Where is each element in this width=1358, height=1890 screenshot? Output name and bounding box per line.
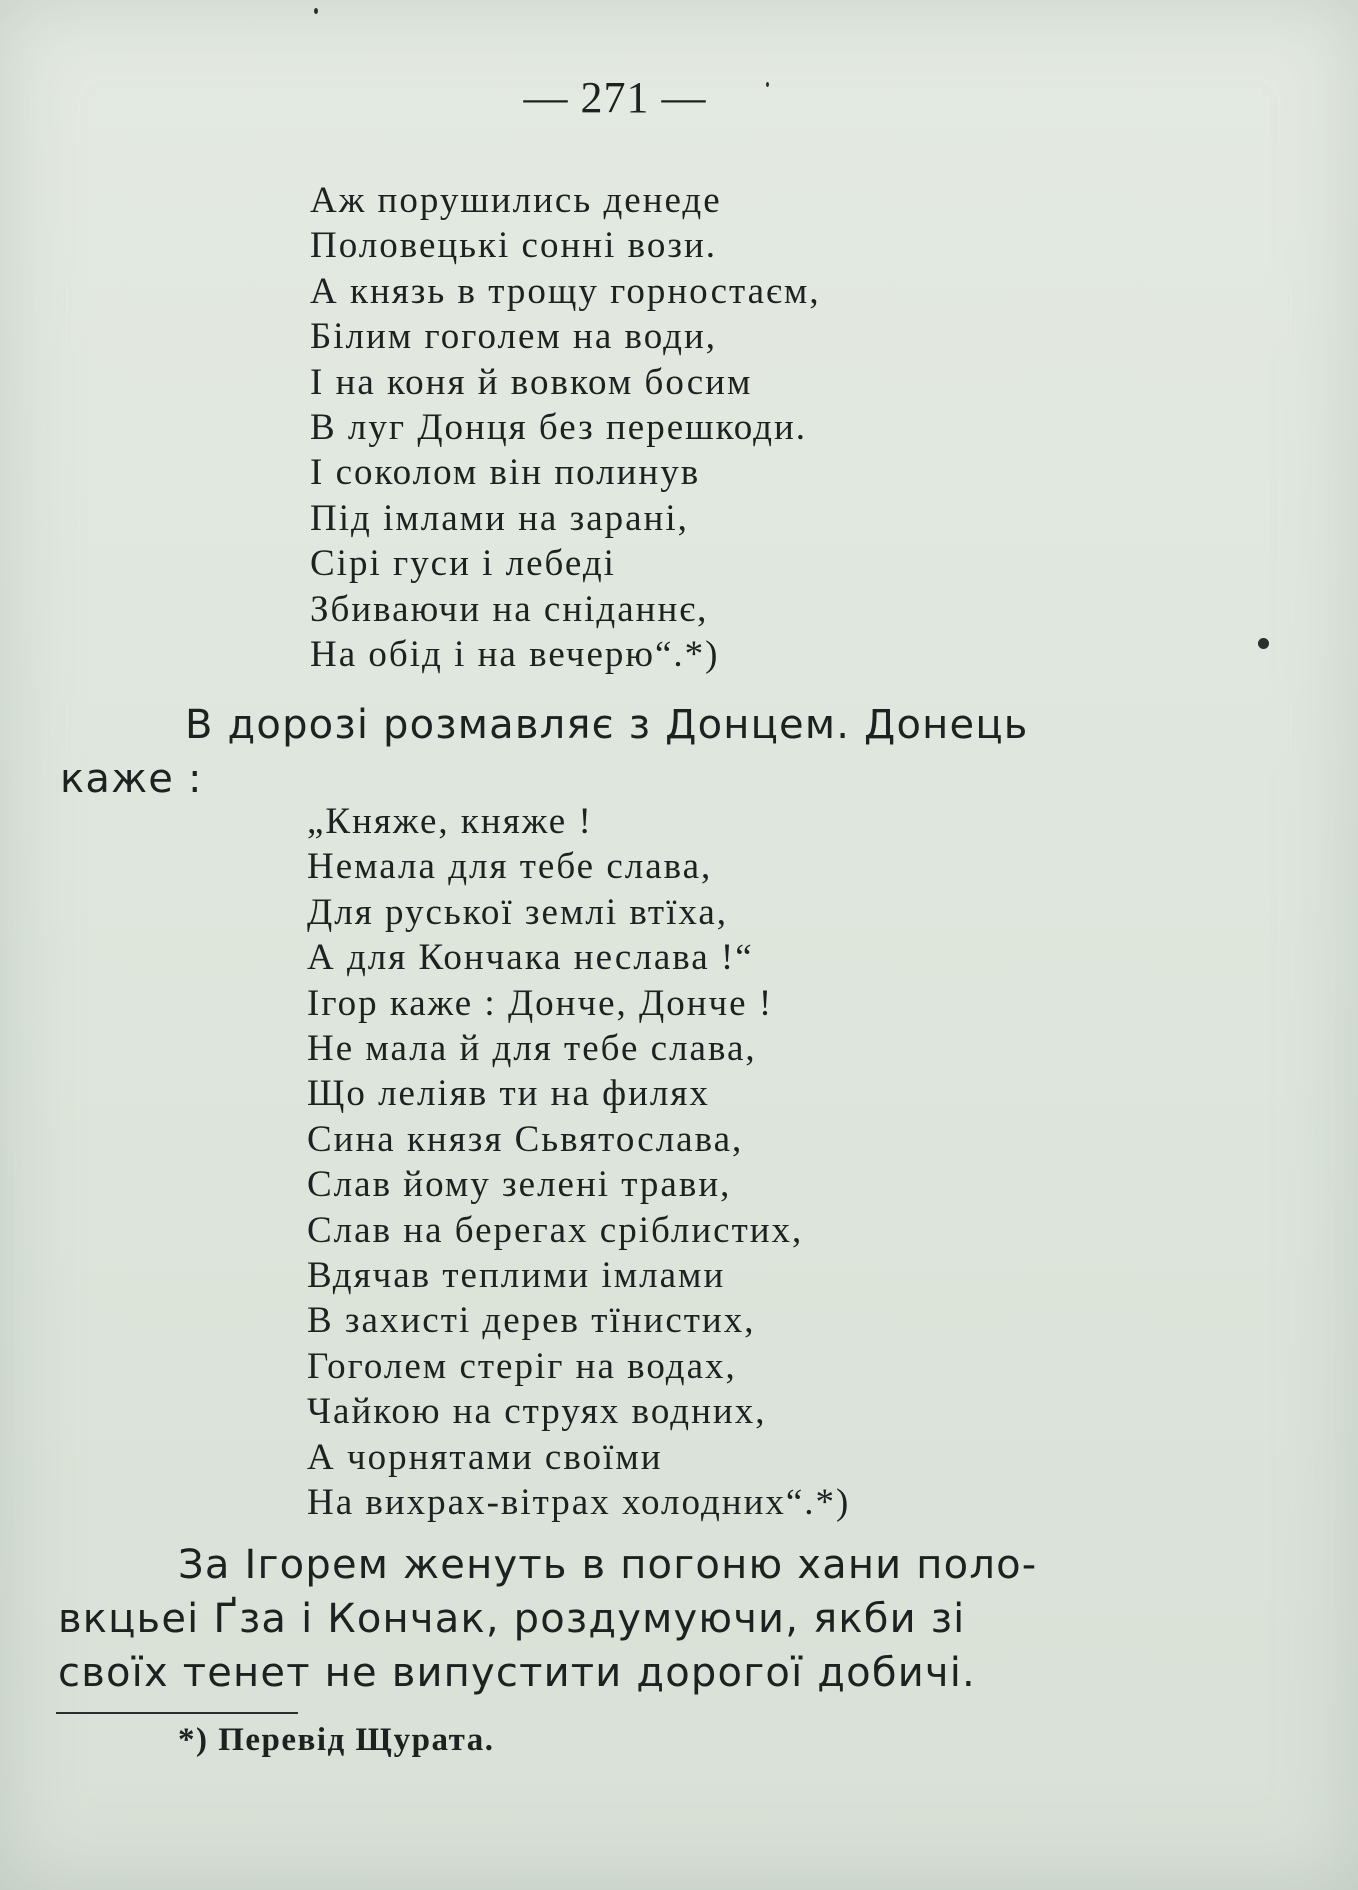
paragraph-line: вкцьеі Ґза і Кончак, роздумуючи, якби зі (58, 1596, 966, 1642)
prose-paragraph-2 (58, 1538, 1178, 1700)
poem-line: А для Кончака неслава !“ (307, 937, 754, 979)
poem-line: В луг Донця без перешкоди. (310, 407, 808, 449)
ink-speck (766, 82, 769, 87)
prose-paragraph-1 (60, 698, 1180, 806)
footnote: *) Перевід Щурата. (178, 1722, 495, 1758)
poem-line: Гоголем стеріг на водах, (307, 1345, 737, 1387)
poem-line: Що леліяв ти на филях (307, 1073, 710, 1115)
paragraph-line: каже : (60, 756, 203, 802)
poem-line: Чайкою на струях водних, (307, 1391, 767, 1433)
poem-line: На вихрах-вітрах холодних“.*) (307, 1482, 851, 1524)
paragraph-line: В дорозі розмавляє з Донцем. Донець (185, 702, 1029, 748)
ink-speck (1258, 638, 1269, 649)
poem-line: Сірі гуси і лебеді (310, 543, 616, 585)
poem-line: Немала для тебе слава, (307, 846, 713, 888)
page-number: — 271 — (523, 73, 707, 122)
ink-speck (314, 8, 318, 14)
poem-line: В захисті дерев тїнистих, (307, 1300, 756, 1342)
poem-stanza-1 (310, 178, 821, 677)
poem-line: Під імлами на зарані, (310, 497, 689, 539)
poem-line: Слав йому зелені трави, (307, 1164, 732, 1206)
poem-line: І соколом він полинув (310, 452, 701, 494)
poem-line: Половецькі сонні вози. (310, 225, 717, 267)
poem-line: Вдячав теплими імлами (307, 1255, 726, 1297)
poem-line: Білим гоголем на води, (310, 316, 718, 358)
poem-line: Аж порушились денеде (310, 180, 722, 221)
poem-line: Сина князя Сьвятослава, (307, 1118, 744, 1160)
footnote-divider (56, 1712, 298, 1714)
poem-line: Для руської землі втїха, (307, 891, 729, 933)
paragraph-line: своїх тенет не випустити дорогої добичі. (58, 1650, 976, 1696)
poem-line: А князь в трощу горностаєм, (310, 270, 821, 312)
poem-line: Не мала й для тебе слава, (307, 1028, 757, 1070)
poem-line: Збиваючи на сніданнє, (310, 588, 709, 630)
poem-line: Ігор каже : Донче, Донче ! (307, 982, 774, 1024)
poem-line: „Княже, княже ! (307, 801, 593, 842)
poem-line: А чорнятами своїми (307, 1436, 663, 1478)
poem-line: І на коня й вовком босим (310, 361, 753, 403)
paragraph-line: За Ігорем женуть в погоню хани поло- (178, 1542, 1038, 1588)
poem-line: На обід і на вечерю“.*) (310, 634, 720, 676)
poem-stanza-2 (307, 799, 850, 1526)
poem-line: Слав на берегах сріблистих, (307, 1209, 804, 1251)
